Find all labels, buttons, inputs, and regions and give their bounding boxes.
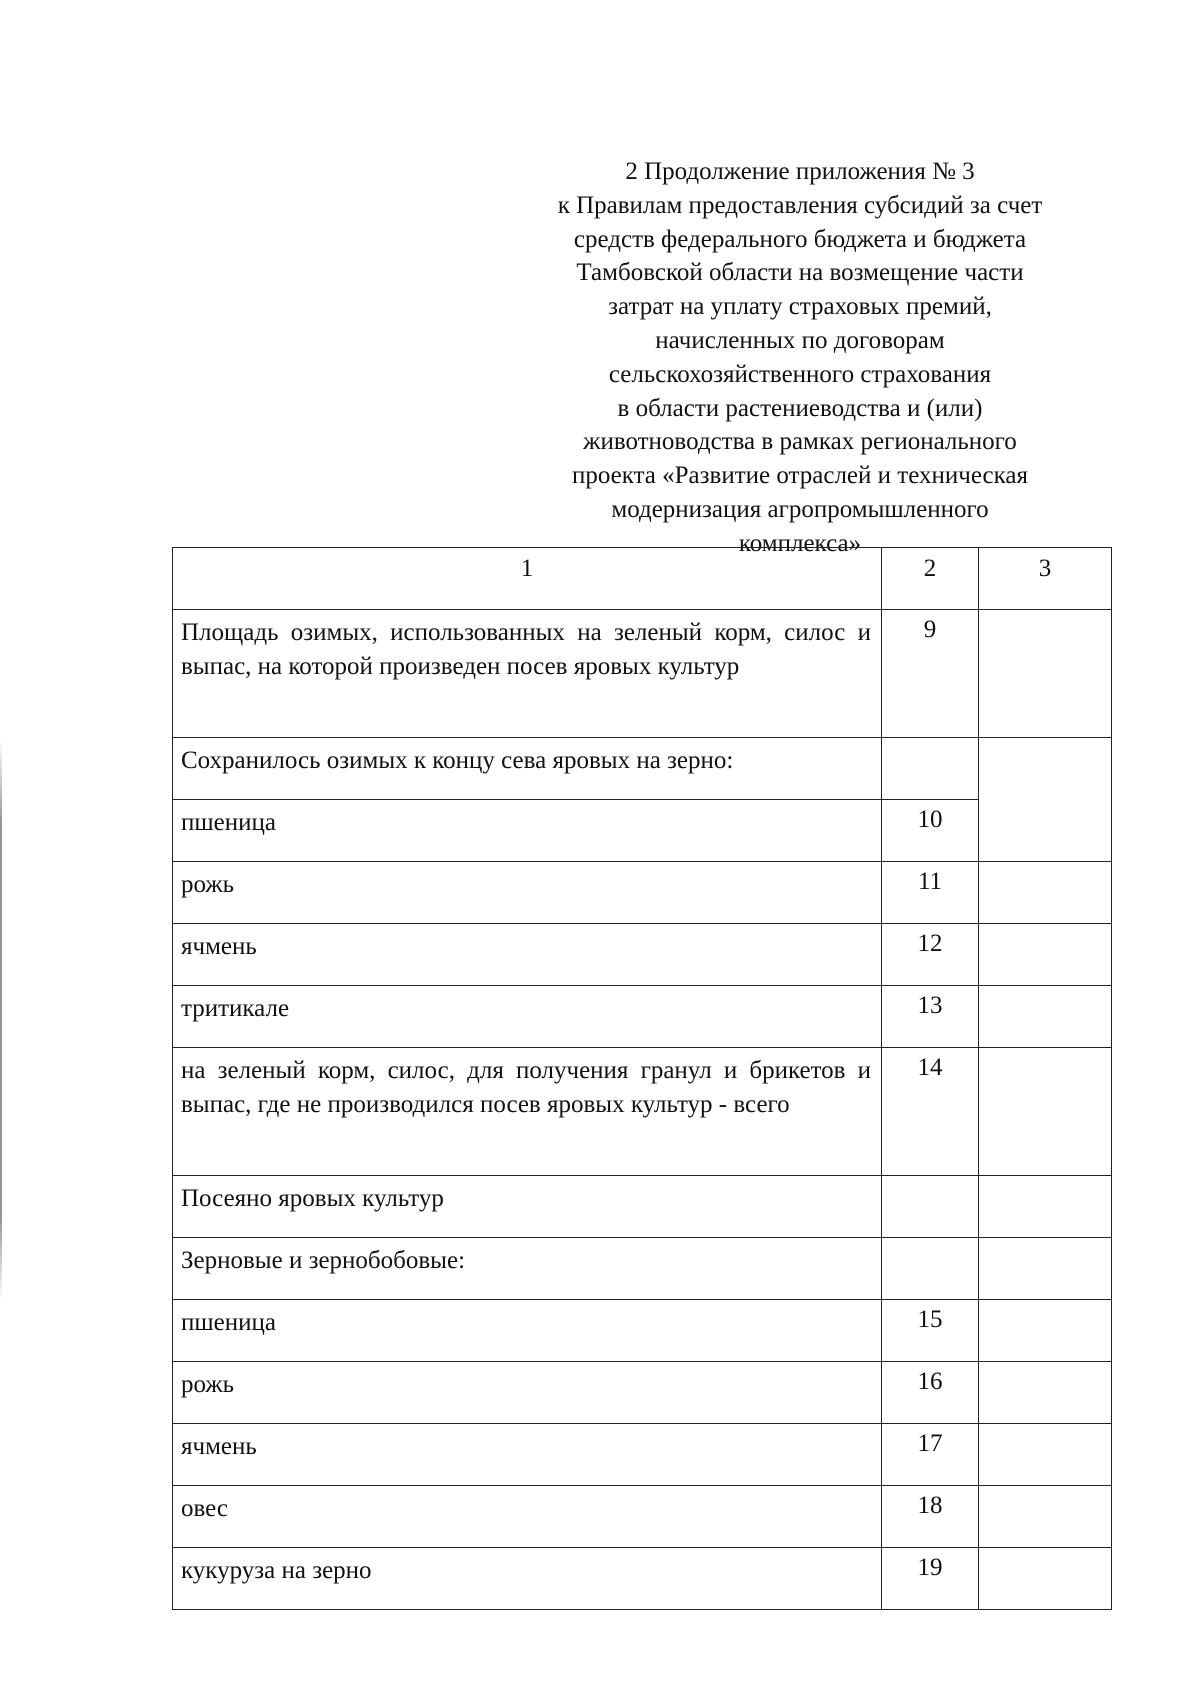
row-label-cell xyxy=(173,1362,882,1424)
table-header-row xyxy=(173,548,1112,610)
row-code: 12 xyxy=(917,930,943,957)
row-code-cell xyxy=(882,1176,979,1238)
header-line: к Правилам предоставления субсидий за счет xyxy=(557,191,1043,219)
row-label-cell xyxy=(173,738,882,800)
row-code: 19 xyxy=(917,1554,943,1581)
row-label: ячмень xyxy=(181,933,257,960)
row-label-cell xyxy=(173,1486,882,1548)
header-line: начисленных по договорам xyxy=(655,326,945,354)
row-code-cell xyxy=(882,1048,979,1176)
row-label: кукуруза на зерно xyxy=(181,1557,372,1584)
column-header-2 xyxy=(882,548,979,610)
table-row xyxy=(173,738,1112,800)
table-row xyxy=(173,1486,1112,1548)
row-label: рожь xyxy=(181,871,235,898)
row-label: пшеница xyxy=(181,809,276,836)
table-row xyxy=(173,986,1112,1048)
row-label: Сохранилось озимых к концу сева яровых на зерно: xyxy=(181,747,734,774)
row-code: 13 xyxy=(917,992,943,1019)
row-code-cell xyxy=(882,1238,979,1300)
table-row xyxy=(173,862,1112,924)
row-value-cell xyxy=(979,610,1112,738)
row-code: 16 xyxy=(917,1368,943,1395)
row-code-cell xyxy=(882,1548,979,1610)
row-code: 11 xyxy=(917,868,943,895)
column-header-1 xyxy=(173,548,882,610)
row-value-cell xyxy=(979,1362,1112,1424)
row-label: тритикале xyxy=(181,995,290,1022)
header-line: сельскохозяйственного страхования xyxy=(608,360,992,388)
row-label-cell xyxy=(173,1300,882,1362)
row-label: овес xyxy=(181,1495,228,1522)
crop-table xyxy=(172,547,1108,1610)
row-label: на зеленый корм, силос, для получения гранул и брикетов и выпас, где не производился посев яровых культур - всего xyxy=(181,1057,871,1118)
row-code-cell xyxy=(882,1300,979,1362)
row-code: 15 xyxy=(917,1306,943,1333)
row-code: 14 xyxy=(917,1054,943,1081)
table-row xyxy=(173,1424,1112,1486)
column-header-label: 1 xyxy=(520,555,534,582)
row-label-cell xyxy=(173,1238,882,1300)
row-code xyxy=(882,1238,978,1241)
row-code-cell xyxy=(882,1424,979,1486)
header-line: проекта «Развитие отраслей и техническая xyxy=(571,462,1028,490)
table-row xyxy=(173,1238,1112,1300)
row-value-cell xyxy=(979,1048,1112,1176)
row-value-cell xyxy=(979,1548,1112,1610)
row-label: рожь xyxy=(181,1371,235,1398)
row-label-cell xyxy=(173,1548,882,1610)
row-label-cell xyxy=(173,1048,882,1176)
row-code-cell xyxy=(882,610,979,738)
row-value-cell xyxy=(979,1300,1112,1362)
row-value-cell xyxy=(979,1486,1112,1548)
row-code-cell xyxy=(882,924,979,986)
header-line: животноводства в рамках регионального xyxy=(583,428,1017,456)
row-label-cell xyxy=(173,986,882,1048)
row-value-cell xyxy=(979,1424,1112,1486)
row-label: Зерновые и зернобобовые: xyxy=(181,1247,466,1274)
row-label-cell xyxy=(173,1424,882,1486)
row-value-cell xyxy=(979,986,1112,1048)
crop-table-grid xyxy=(172,547,1112,1610)
row-code-cell xyxy=(882,738,979,800)
header-line: Тамбовской области на возмещение части xyxy=(576,259,1024,287)
row-code: 18 xyxy=(917,1492,943,1519)
table-row xyxy=(173,800,1112,862)
header-line: средств федерального бюджета и бюджета xyxy=(573,225,1027,253)
row-code xyxy=(882,738,978,741)
row-label: пшеница xyxy=(181,1309,276,1336)
row-code: 10 xyxy=(917,806,943,833)
row-value-cell xyxy=(979,862,1112,924)
row-label: Площадь озимых, использованных на зеленый корм, силос и выпас, на которой произведен посев яровых культур xyxy=(181,619,871,680)
row-code-cell xyxy=(882,1486,979,1548)
row-code-cell xyxy=(882,986,979,1048)
header-line: в области растениеводства и (или) xyxy=(617,394,983,422)
header-line: затрат на уплату страховых премий, xyxy=(608,293,992,321)
row-value-cell xyxy=(979,1176,1112,1238)
row-value-cell xyxy=(979,924,1112,986)
appendix-header xyxy=(505,155,1095,561)
column-header-3 xyxy=(979,548,1112,610)
row-label-cell xyxy=(173,610,882,738)
row-value-cell-merged xyxy=(979,738,1112,862)
column-header-label: 3 xyxy=(1038,555,1052,582)
row-label-cell xyxy=(173,800,882,862)
header-line: 2 Продолжение приложения № 3 xyxy=(625,158,975,185)
table-row xyxy=(173,924,1112,986)
row-label: ячмень xyxy=(181,1433,257,1460)
row-label-cell xyxy=(173,862,882,924)
table-row xyxy=(173,1362,1112,1424)
row-code-cell xyxy=(882,862,979,924)
table-row xyxy=(173,1548,1112,1610)
table-row xyxy=(173,1048,1112,1176)
table-row xyxy=(173,1176,1112,1238)
row-label-cell xyxy=(173,924,882,986)
row-code-cell xyxy=(882,1362,979,1424)
scan-edge-mark xyxy=(0,740,2,1300)
row-code xyxy=(882,1176,978,1179)
row-code: 17 xyxy=(917,1430,943,1457)
column-header-label: 2 xyxy=(923,555,937,582)
row-code-cell xyxy=(882,800,979,862)
row-value-cell xyxy=(979,1238,1112,1300)
row-label-cell xyxy=(173,1176,882,1238)
row-label: Посеяно яровых культур xyxy=(181,1185,444,1212)
table-row xyxy=(173,1300,1112,1362)
header-line: модернизация агропромышленного xyxy=(611,495,989,523)
header-line: комплекса» xyxy=(738,529,862,557)
table-row xyxy=(173,610,1112,738)
row-code: 9 xyxy=(923,616,937,643)
